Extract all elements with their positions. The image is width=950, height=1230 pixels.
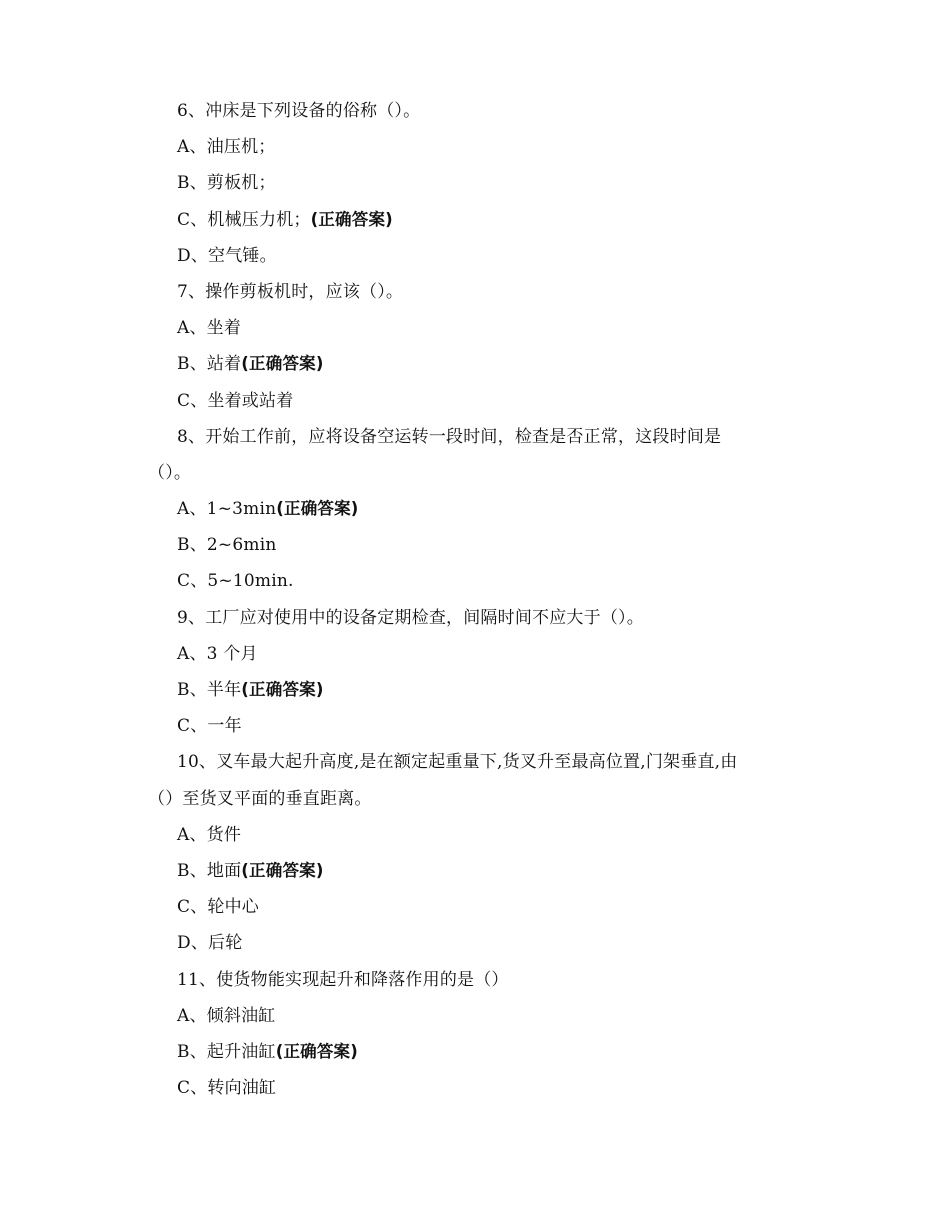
answer-option — [148, 853, 798, 889]
question-stem: 11、使货物能实现起升和降落作用的是（） — [177, 969, 509, 990]
question-stem: 10、叉车最大起升高度,是在额定起重量下,货叉升至最高位置,门架垂直,由 — [177, 752, 738, 773]
question-stem: 8、开始工作前，应将设备空运转一段时间，检查是否正常，这段时间是 — [177, 426, 722, 447]
option-text: B、2~6min — [177, 535, 277, 556]
option-text: C、5~10min. — [177, 571, 294, 592]
option-text: C、一年 — [177, 716, 242, 737]
correct-answer-tag: (正确答案) — [241, 860, 324, 880]
answer-option — [148, 889, 798, 925]
option-text: B、站着 — [177, 354, 242, 375]
question-block — [148, 600, 798, 745]
question-block — [148, 962, 798, 1107]
question-stem-continuation: （）。 — [148, 462, 192, 483]
answer-option — [148, 165, 798, 201]
answer-option — [148, 527, 798, 563]
answer-option — [148, 238, 798, 274]
question-block — [148, 274, 798, 419]
answer-option — [148, 346, 798, 382]
answer-option — [148, 383, 798, 419]
question-block — [148, 744, 798, 961]
option-text: B、半年 — [177, 680, 242, 700]
answer-option — [148, 310, 798, 346]
question-list — [148, 93, 798, 1106]
option-text: D、空气锤。 — [177, 245, 277, 266]
answer-option — [148, 708, 798, 744]
correct-answer-tag: (正确答案) — [275, 1041, 358, 1061]
option-text: A、货件 — [177, 824, 242, 845]
option-text: A、坐着 — [177, 318, 242, 339]
option-text: B、起升油缸 — [177, 1041, 276, 1062]
question-block — [148, 93, 798, 274]
option-text: D、后轮 — [177, 933, 243, 954]
correct-answer-tag: (正确答案) — [310, 209, 393, 229]
option-text: B、地面 — [177, 860, 242, 881]
correct-answer-tag: (正确答案) — [241, 680, 324, 699]
question-block — [148, 419, 798, 600]
correct-answer-tag: (正确答案) — [241, 354, 324, 374]
question-stem: 7、操作剪板机时，应该（）。 — [177, 281, 404, 302]
answer-option — [148, 672, 798, 708]
option-text: A、倾斜油缸 — [177, 1005, 276, 1026]
option-text: C、轮中心 — [177, 897, 260, 918]
answer-option — [148, 998, 798, 1034]
answer-option — [148, 202, 798, 238]
answer-option — [148, 925, 798, 961]
question-stem: 6、冲床是下列设备的俗称（）。 — [177, 101, 421, 121]
option-text: A、油压机； — [177, 137, 276, 158]
option-text: A、1~3min — [177, 499, 277, 520]
answer-option — [148, 1070, 798, 1106]
question-stem: 9、工厂应对使用中的设备定期检查，间隔时间不应大于（）。 — [177, 607, 644, 628]
answer-option — [148, 129, 798, 165]
option-text: C、机械压力机； — [177, 209, 311, 230]
answer-option — [148, 817, 798, 853]
question-stem-continuation: （）至货叉平面的垂直距离。 — [148, 788, 372, 809]
answer-option — [148, 491, 798, 527]
option-text: A、3 个月 — [177, 643, 258, 664]
option-text: C、坐着或站着 — [177, 390, 294, 411]
answer-option — [148, 563, 798, 599]
correct-answer-tag: (正确答案) — [276, 499, 359, 519]
option-text: C、转向油缸 — [177, 1078, 277, 1099]
answer-option — [148, 636, 798, 672]
answer-option — [148, 1034, 798, 1070]
option-text: B、剪板机； — [177, 173, 276, 194]
